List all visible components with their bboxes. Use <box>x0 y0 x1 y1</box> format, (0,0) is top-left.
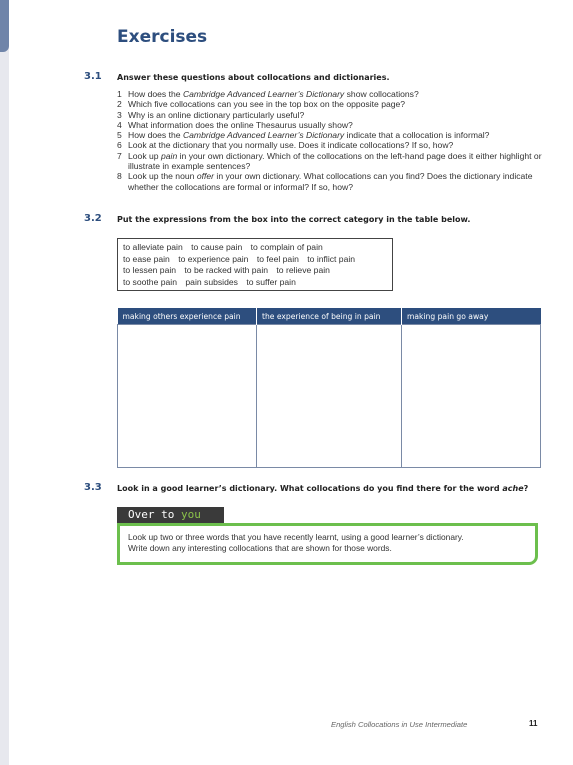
category-table <box>117 308 541 468</box>
expression-item: to alleviate pain <box>123 242 183 252</box>
over-to-you-label: Over to you <box>117 507 224 523</box>
question-item: 6 Look at the dictionary that you normally use. Does it indicate collocations? If so, how? <box>117 140 454 151</box>
exercise-instruction-3-2: Put the expressions from the box into the correct category in the table below. <box>117 215 471 224</box>
expression-item: to soothe pain <box>123 276 177 287</box>
exercise-number-3-1: 3.1 <box>84 71 102 82</box>
expression-line <box>123 277 387 289</box>
expression-item: pain subsides <box>185 276 238 287</box>
column-header: making others experience pain <box>118 308 257 325</box>
question-item: 2 Which five collocations can you see in the top box on the opposite page? <box>117 99 406 110</box>
expression-line <box>123 254 387 266</box>
expression-box <box>117 238 393 291</box>
answer-cell[interactable] <box>257 325 402 468</box>
page-number: 11 <box>529 719 538 728</box>
expression-item: to feel pain <box>256 253 299 264</box>
question-item: 4 What information does the online Thesaurus usually show? <box>117 119 353 130</box>
exercise-instruction-3-1: Answer these questions about collocations and dictionaries. <box>117 73 390 82</box>
footer-book-title: English Collocations in Use Intermediate <box>331 720 468 729</box>
over-to-you-text-line: Write down any interesting collocations that are shown for those words. <box>128 543 392 553</box>
expression-item: to cause pain <box>191 242 243 252</box>
over-to-you-box <box>117 523 538 565</box>
expression-item: to ease pain <box>123 253 170 264</box>
expression-line <box>123 242 387 254</box>
exercise-instruction-3-3: Look in a good learner’s dictionary. What collocations do you find there for the word ache? <box>117 484 529 493</box>
expression-item: to relieve pain <box>276 265 330 275</box>
answer-cell[interactable] <box>402 325 541 468</box>
table-header-row <box>118 308 541 325</box>
expression-item: to experience pain <box>178 253 249 264</box>
page-title: Exercises <box>117 27 208 47</box>
expression-item: to be racked with pain <box>184 265 269 275</box>
column-header: making pain go away <box>402 308 541 325</box>
question-item: 1 How does the Cambridge Advanced Learner’s Dictionary show collocations? <box>117 89 419 99</box>
question-item: 5 How does the Cambridge Advanced Learner’s Dictionary indicate that a collocation is informal? <box>117 130 490 141</box>
expression-line <box>123 265 387 277</box>
expression-item: to lessen pain <box>123 265 177 275</box>
question-item: 8 Look up the noun offer in your own dictionary. What collocations can you find? Does the dictionary indicate whether the collocations are formal or informal? If so, how? <box>117 171 533 192</box>
expression-item: to suffer pain <box>246 276 296 287</box>
column-header: the experience of being in pain <box>257 308 402 325</box>
question-item: 3 Why is an online dictionary particularly useful? <box>117 109 305 120</box>
question-item: 7 Look up pain in your own dictionary. Which of the collocations on the left-hand page does it either highlight or illustrate in example sentences? <box>117 150 542 172</box>
page-margin-strip <box>0 0 9 765</box>
question-list <box>117 89 545 192</box>
exercise-number-3-3: 3.3 <box>84 482 102 493</box>
unit-tab-marker <box>0 0 9 52</box>
expression-item: to inflict pain <box>307 253 356 264</box>
expression-item: to complain of pain <box>250 242 323 252</box>
answer-cell[interactable] <box>118 325 257 468</box>
table-row <box>118 325 541 468</box>
exercise-number-3-2: 3.2 <box>84 213 102 224</box>
over-to-you-text-line: Look up two or three words that you have recently learnt, using a good learner’s dictionary. <box>128 532 464 542</box>
